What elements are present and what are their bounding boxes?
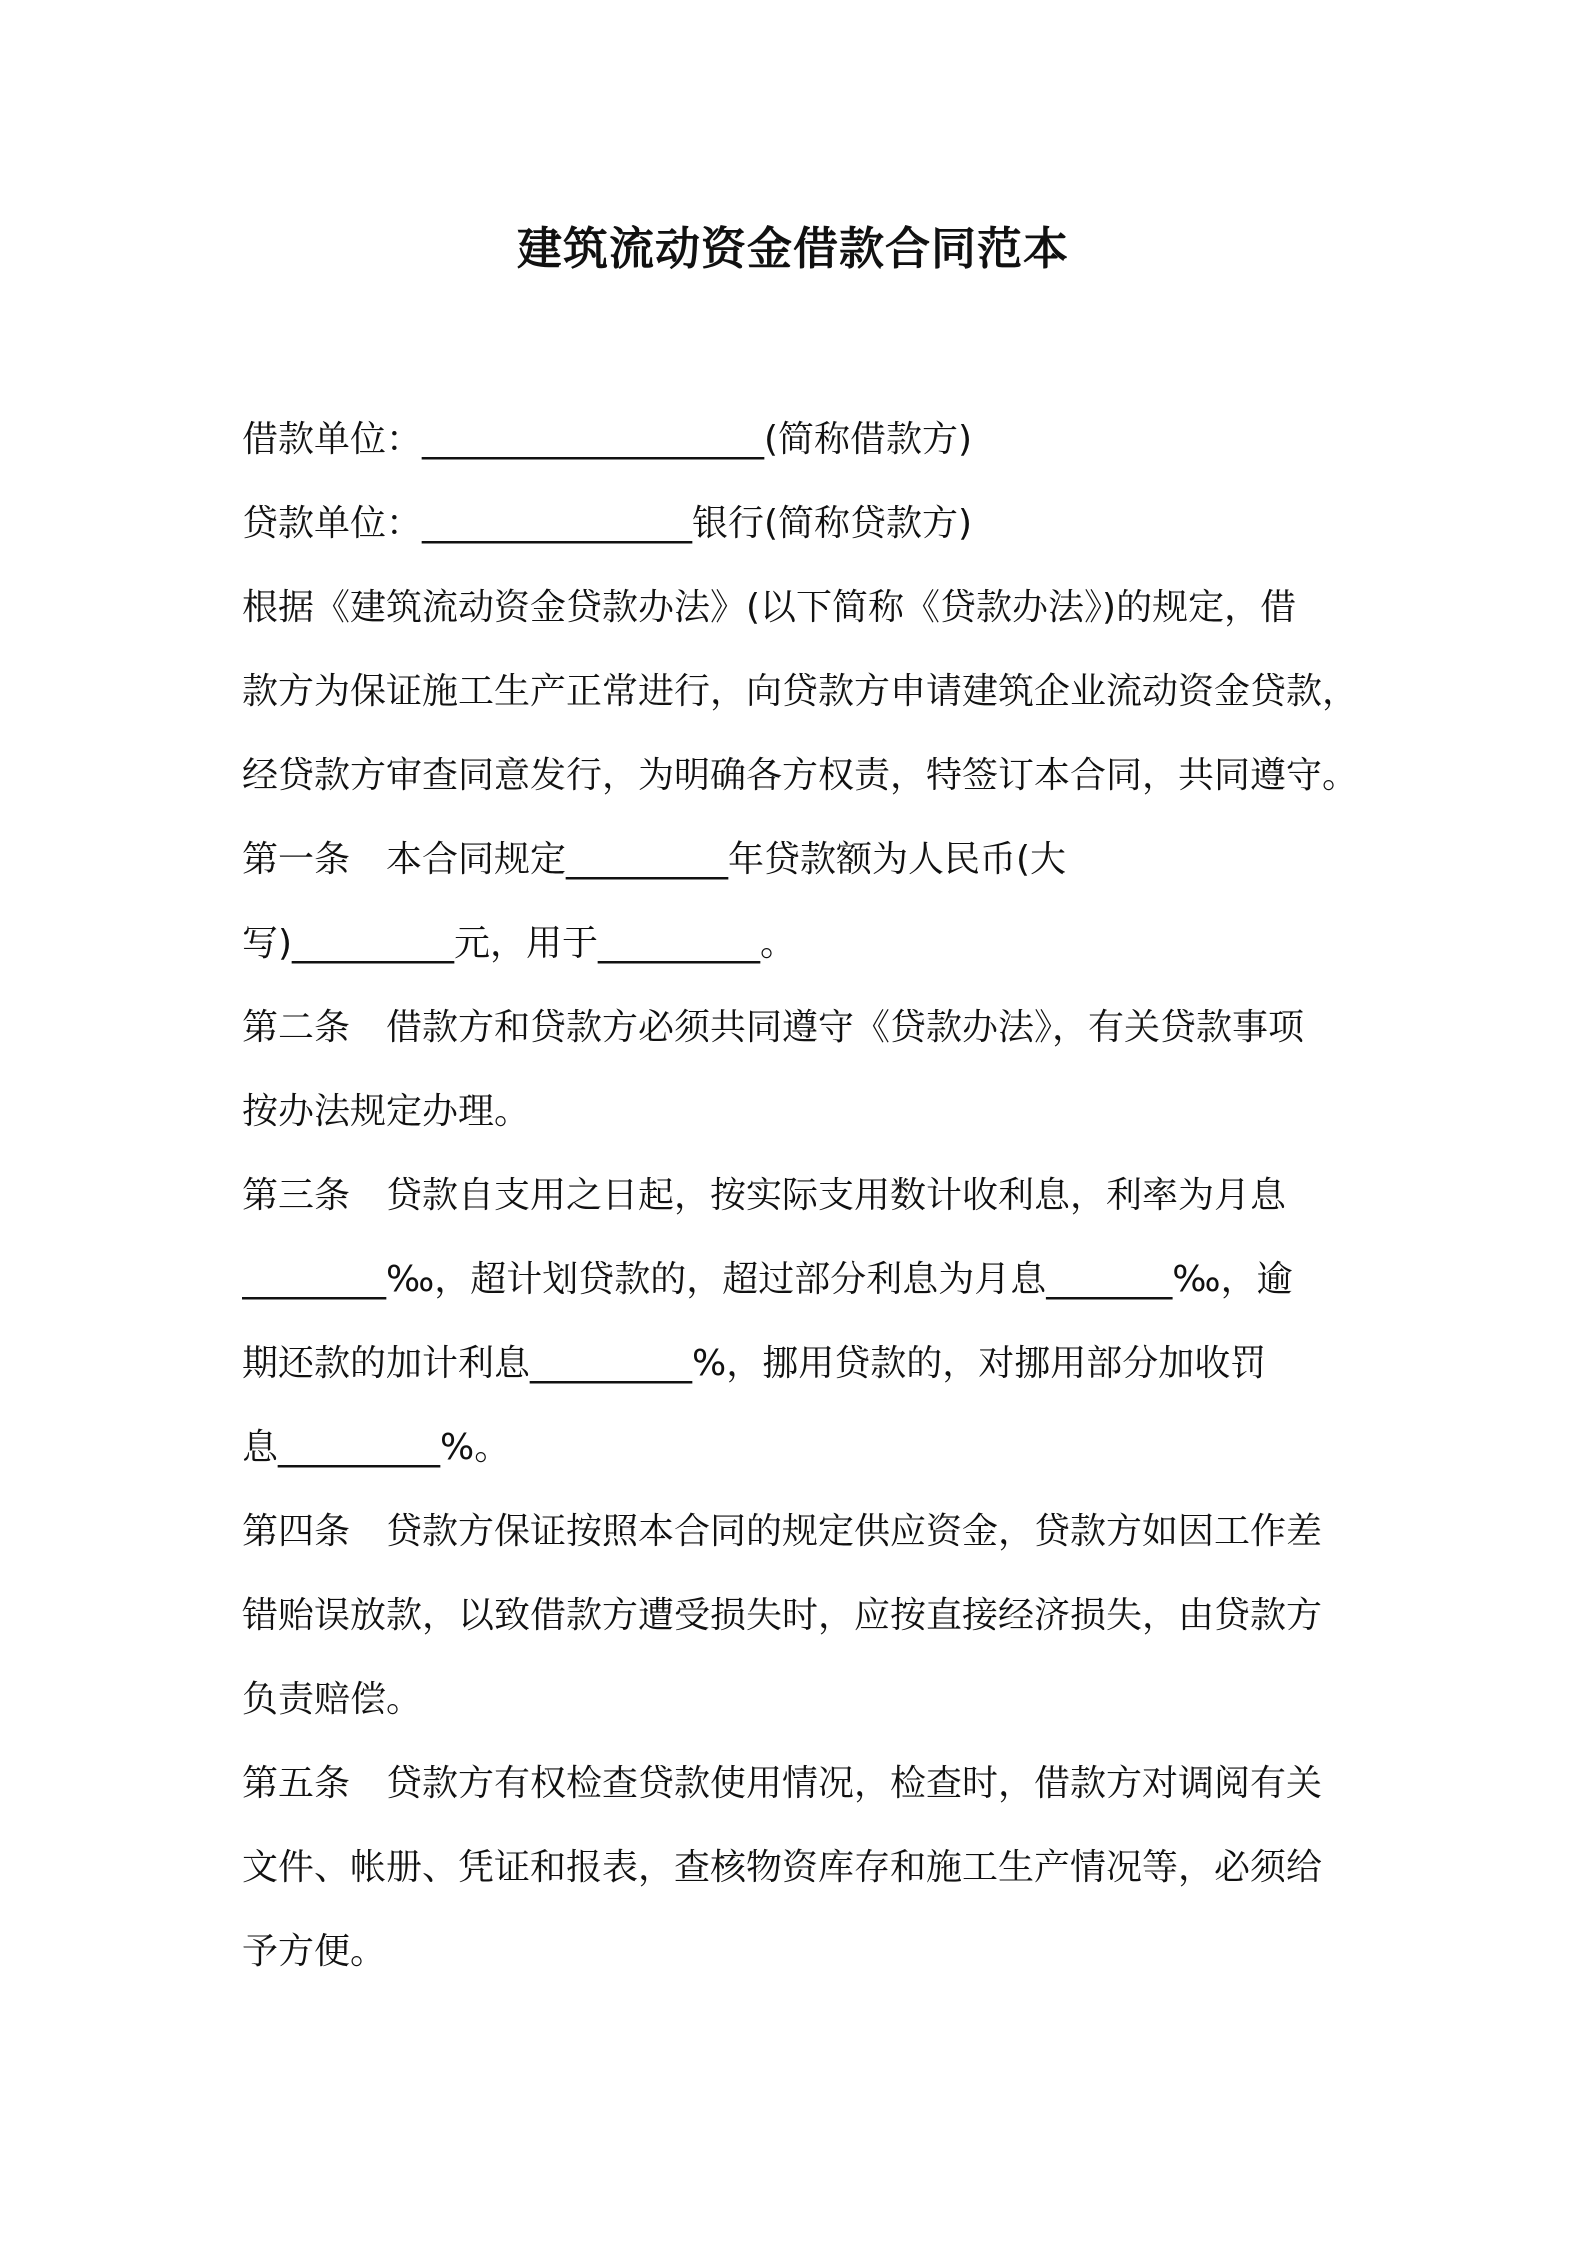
text-line [242, 1826, 1362, 1910]
line-text: ________‰，超计划贷款的，超过部分利息为月息_______‰，逾 [242, 1259, 1293, 1300]
article-number: 第五条 [242, 1763, 351, 1804]
text-line [242, 1406, 1362, 1490]
line-text: 贷款方有权检查贷款使用情况，检查时，借款方对调阅有关 [386, 1763, 1323, 1804]
document-body [242, 398, 1362, 1994]
line-text: 贷款方保证按照本合同的规定供应资金，贷款方如因工作差 [386, 1511, 1323, 1552]
line-text: 期还款的加计利息_________%，挪用贷款的，对挪用部分加收罚 [242, 1343, 1267, 1384]
text-line [242, 1322, 1362, 1406]
text-line [242, 1574, 1362, 1658]
text-line [242, 482, 1362, 566]
line-text: 经贷款方审查同意发行，为明确各方权责，特签订本合同，共同遵守。 [242, 755, 1359, 796]
line-text: 错贻误放款，以致借款方遭受损失时，应按直接经济损失，由贷款方 [242, 1595, 1323, 1636]
text-line [242, 1070, 1362, 1154]
line-text: 本合同规定_________年贷款额为人民币(大 [386, 839, 1067, 880]
text-line [242, 566, 1362, 650]
line-text: 根据《建筑流动资金贷款办法》(以下简称《贷款办法》)的规定，借 [242, 587, 1297, 628]
text-line [242, 398, 1362, 482]
text-line [242, 986, 1362, 1070]
line-text: 写)_________元，用于_________。 [242, 923, 797, 964]
line-text: 借款方和贷款方必须共同遵守《贷款办法》，有关贷款事项 [386, 1007, 1305, 1048]
text-line [242, 1238, 1362, 1322]
line-text: 借款单位：___________________(简称借款方) [242, 419, 973, 460]
text-line [242, 1658, 1362, 1742]
document-title: 建筑流动资金借款合同范本 [516, 222, 1069, 275]
text-line [242, 1742, 1362, 1826]
article-number: 第三条 [242, 1175, 351, 1216]
text-line [242, 1154, 1362, 1238]
text-line [242, 650, 1362, 734]
line-text: 负责赔偿。 [242, 1679, 423, 1720]
text-line [242, 734, 1362, 818]
text-line [242, 1490, 1362, 1574]
text-line [242, 818, 1362, 902]
article-number: 第四条 [242, 1511, 351, 1552]
line-text: 贷款单位：_______________银行(简称贷款方) [242, 503, 973, 544]
line-text: 文件、帐册、凭证和报表，查核物资库存和施工生产情况等，必须给 [242, 1847, 1323, 1888]
line-text: 款方为保证施工生产正常进行，向贷款方申请建筑企业流动资金贷款， [242, 671, 1359, 712]
line-text: 息_________%。 [242, 1427, 511, 1468]
line-text: 予方便。 [242, 1931, 387, 1972]
text-line [242, 1910, 1362, 1994]
article-number: 第二条 [242, 1007, 351, 1048]
article-number: 第一条 [242, 839, 351, 880]
line-text: 贷款自支用之日起，按实际支用数计收利息，利率为月息 [386, 1175, 1287, 1216]
text-line [242, 902, 1362, 986]
line-text: 按办法规定办理。 [242, 1091, 531, 1132]
